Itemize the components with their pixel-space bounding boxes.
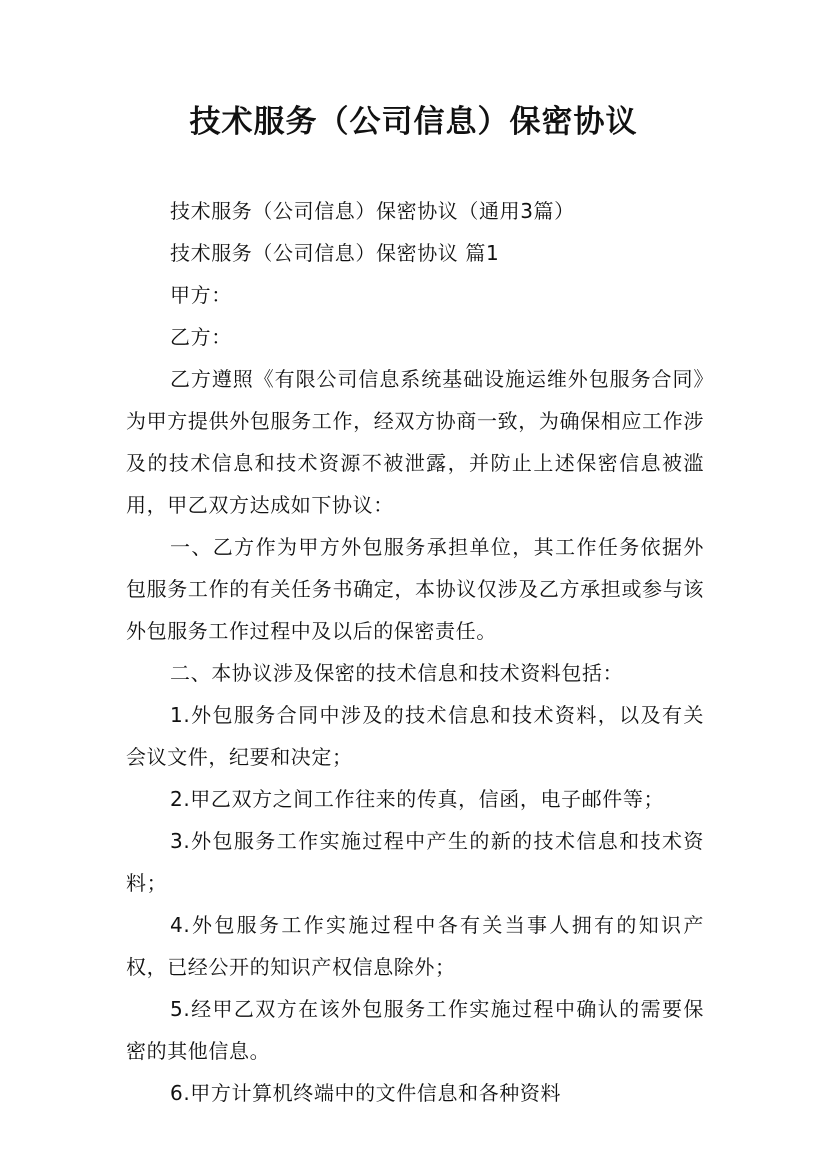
list-item: 6.甲方计算机终端中的文件信息和各种资料 <box>170 1081 562 1105</box>
document-title: 技术服务（公司信息）保密协议 <box>189 104 638 140</box>
party-a-label: 甲方： <box>170 283 232 307</box>
list-item: 3.外包服务工作实施过程中产生的新的技术信息和技术资料； <box>126 829 704 895</box>
list-item: 4.外包服务工作实施过程中各有关当事人拥有的知识产权，已经公开的知识产权信息除外； <box>126 913 704 979</box>
intro-paragraph: 乙方遵照《有限公司信息系统基础设施运维外包服务合同》为甲方提供外包服务工作，经双方协商一致，为确保相应工作涉及的技术信息和技术资源不被泄露，并防止上述保密信息被滥用，甲乙双方达成如下协议： <box>126 367 704 517</box>
list-item: 5.经甲乙双方在该外包服务工作实施过程中确认的需要保密的其他信息。 <box>126 997 704 1063</box>
clause-2-paragraph: 二、本协议涉及保密的技术信息和技术资料包括： <box>170 661 624 685</box>
clause-1-paragraph: 一、乙方作为甲方外包服务承担单位，其工作任务依据外包服务工作的有关任务书确定，本协议仅涉及乙方承担或参与该外包服务工作过程中及以后的保密责任。 <box>126 535 704 643</box>
party-b-label: 乙方： <box>170 325 232 349</box>
list-item: 1.外包服务合同中涉及的技术信息和技术资料，以及有关会议文件，纪要和决定； <box>126 703 704 769</box>
list-item: 2.甲乙双方之间工作往来的传真，信函，电子邮件等； <box>170 787 665 811</box>
section-heading: 技术服务（公司信息）保密协议 篇1 <box>170 241 500 265</box>
subtitle-paragraph: 技术服务（公司信息）保密协议（通用3篇） <box>170 199 575 223</box>
document-body <box>126 190 704 1114</box>
